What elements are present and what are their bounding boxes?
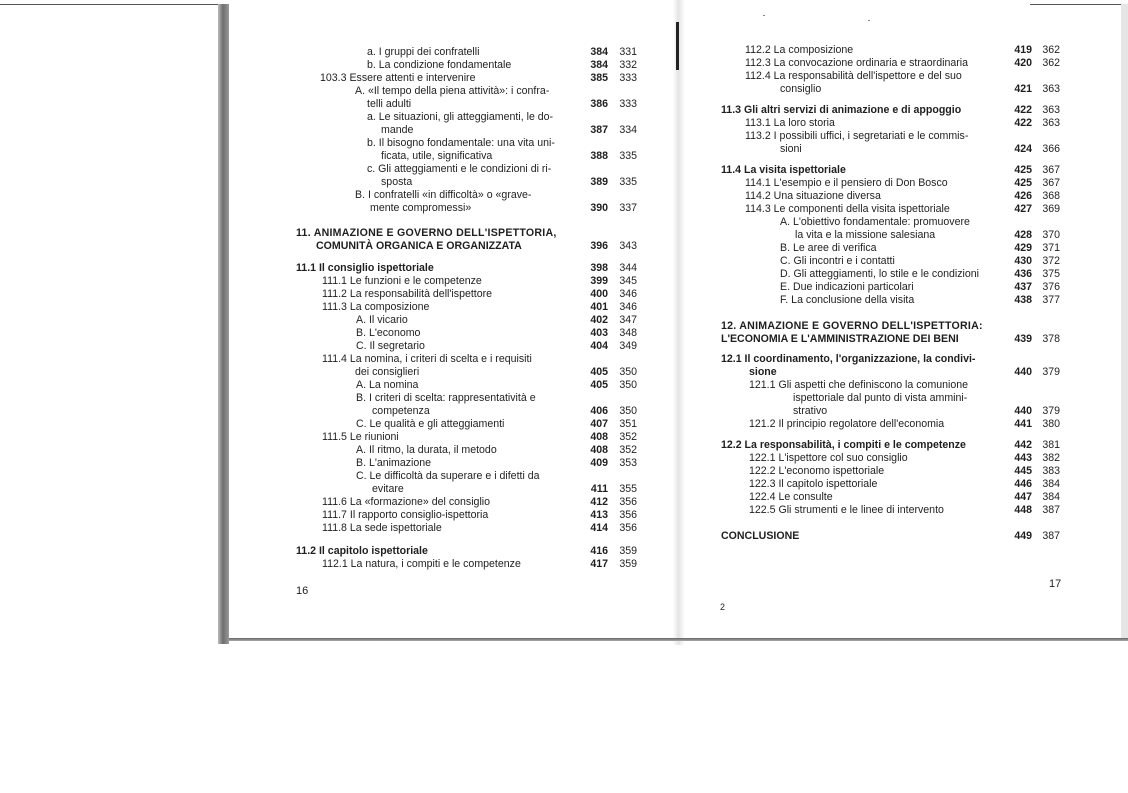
toc-paragraph-number: 407 — [590, 418, 608, 430]
toc-paragraph-number: 428 — [1014, 229, 1032, 241]
toc-paragraph-number: 413 — [590, 509, 608, 521]
page-number-left: 16 — [296, 585, 309, 597]
toc-page-number: 382 — [1042, 452, 1060, 464]
toc-entry-title: B. I confratelli «in difficoltà» o «grave- — [355, 189, 532, 201]
toc-entry-title: b. Il bisogno fondamentale: una vita uni- — [367, 137, 555, 149]
toc-page-number: 379 — [1042, 405, 1060, 417]
toc-page-number: 363 — [1042, 104, 1060, 116]
toc-entry-title: telli adulti — [367, 98, 412, 110]
toc-entry-title: A. «Il tempo della piena attività»: i confra- — [355, 85, 550, 97]
toc-paragraph-number: 443 — [1014, 452, 1032, 464]
toc-page-number: 387 — [1042, 530, 1060, 542]
toc-page-number: 356 — [619, 496, 637, 508]
toc-page-number: 369 — [1042, 203, 1060, 215]
toc-paragraph-number: 425 — [1014, 177, 1032, 189]
toc-entry-title: L'ECONOMIA E L'AMMINISTRAZIONE DEI BENI — [721, 333, 959, 345]
toc-entry-title: 111.7 Il rapporto consiglio-ispettoria — [322, 509, 489, 521]
toc-entry-title: 111.8 La sede ispettoriale — [322, 522, 442, 534]
toc-paragraph-number: 425 — [1014, 164, 1032, 176]
toc-page-number: 352 — [619, 431, 637, 443]
toc-page-number: 346 — [619, 301, 637, 313]
toc-paragraph-number: 445 — [1014, 465, 1032, 477]
toc-paragraph-number: 446 — [1014, 478, 1032, 490]
toc-entry-title: A. Il ritmo, la durata, il metodo — [356, 444, 497, 456]
toc-page-number: 387 — [1042, 504, 1060, 516]
toc-page-number: 367 — [1042, 164, 1060, 176]
toc-entry-title: 112.3 La convocazione ordinaria e straordinaria — [745, 57, 969, 69]
toc-paragraph-number: 447 — [1014, 491, 1032, 503]
toc-page-number: 350 — [619, 379, 637, 391]
toc-entry-title: 121.1 Gli aspetti che definiscono la comunione — [749, 379, 969, 391]
toc-paragraph-number: 417 — [590, 558, 608, 570]
toc-entry-title: 112.1 La natura, i compiti e le competenze — [322, 558, 521, 570]
toc-paragraph-number: 389 — [590, 176, 608, 188]
toc-entry-title: mande — [381, 124, 414, 136]
gutter-mark — [676, 22, 679, 70]
toc-page-number: 366 — [1042, 143, 1060, 155]
toc-entry-title: 114.3 Le componenti della visita ispettoriale — [745, 203, 950, 215]
toc-entry-title: ispettoriale dal punto di vista ammini- — [793, 392, 968, 404]
toc-page-number: 346 — [619, 288, 637, 300]
toc-page-number: 380 — [1042, 418, 1060, 430]
toc-page-number: 383 — [1042, 465, 1060, 477]
toc-paragraph-number: 399 — [590, 275, 608, 287]
top-edge-rule — [0, 4, 220, 5]
toc-page-number: 375 — [1042, 268, 1060, 280]
toc-entry-title: 111.2 La responsabilità dell'ispettore — [322, 288, 493, 300]
toc-paragraph-number: 386 — [590, 98, 608, 110]
toc-entry-title: C. Il segretario — [356, 340, 425, 352]
toc-entry-title: 111.3 La composizione — [322, 301, 430, 313]
toc-page-number: 353 — [619, 457, 637, 469]
toc-paragraph-number: 396 — [590, 240, 608, 252]
toc-entry-title: 113.1 La loro storia — [745, 117, 835, 129]
toc-page-number: 356 — [619, 509, 637, 521]
toc-paragraph-number: 390 — [590, 202, 608, 214]
toc-entry-title: 103.3 Essere attenti e intervenire — [320, 72, 476, 84]
toc-paragraph-number: 421 — [1014, 83, 1032, 95]
toc-page-number: 350 — [619, 405, 637, 417]
toc-page-number: 376 — [1042, 281, 1060, 293]
toc-paragraph-number: 388 — [590, 150, 608, 162]
toc-page-number: 345 — [619, 275, 637, 287]
toc-paragraph-number: 419 — [1014, 44, 1032, 56]
toc-entry-title: CONCLUSIONE — [721, 530, 800, 542]
toc-paragraph-number: 440 — [1014, 366, 1032, 378]
toc-entry-title: C. Gli incontri e i contatti — [780, 255, 895, 267]
toc-paragraph-number: 387 — [590, 124, 608, 136]
toc-entry-title: 11.3 Gli altri servizi di animazione e di appoggio — [721, 104, 962, 116]
toc-paragraph-number: 385 — [590, 72, 608, 84]
toc-entry-title: a. I gruppi dei confratelli — [367, 46, 480, 58]
toc-entry-title: B. Le aree di verifica — [780, 242, 877, 254]
toc-entry-title: 12.1 Il coordinamento, l'organizzazione, la condivi- — [721, 353, 976, 365]
toc-entry-title: ficata, utile, significativa — [381, 150, 493, 162]
toc-paragraph-number: 409 — [590, 457, 608, 469]
toc-page-number: 347 — [619, 314, 637, 326]
toc-page-number: 350 — [619, 366, 637, 378]
toc-paragraph-number: 384 — [590, 59, 608, 71]
left-binding-edge — [218, 4, 229, 644]
toc-page-number: 378 — [1042, 333, 1060, 345]
toc-page-number: 368 — [1042, 190, 1060, 202]
toc-page-number: 332 — [619, 59, 637, 71]
toc-paragraph-number: 411 — [590, 483, 608, 495]
scan-speck — [763, 15, 765, 16]
toc-page-number: 377 — [1042, 294, 1060, 306]
toc-entry-title: 122.1 L'ispettore col suo consiglio — [749, 452, 908, 464]
toc-paragraph-number: 429 — [1014, 242, 1032, 254]
toc-page-number: 362 — [1042, 57, 1060, 69]
toc-entry-title: 12.2 La responsabilità, i compiti e le competenze — [721, 439, 966, 451]
toc-page-number: 359 — [619, 558, 637, 570]
toc-entry-title: B. L'economo — [356, 327, 421, 339]
toc-page-number: 363 — [1042, 117, 1060, 129]
toc-paragraph-number: 408 — [590, 431, 608, 443]
toc-entry-title: 11.1 Il consiglio ispettoriale — [296, 262, 434, 274]
toc-entry-title: 122.5 Gli strumenti e le linee di intervento — [749, 504, 944, 516]
toc-page-number: 384 — [1042, 478, 1060, 490]
toc-paragraph-number: 414 — [590, 522, 608, 534]
toc-entry-title: 114.1 L'esempio e il pensiero di Don Bosco — [745, 177, 948, 189]
toc-entry-title: D. Gli atteggiamenti, lo stile e le condizioni — [780, 268, 980, 280]
toc-entry-title: dei consiglieri — [355, 366, 420, 378]
toc-entry-title: COMUNITÀ ORGANICA E ORGANIZZATA — [316, 240, 522, 252]
toc-entry-title: B. I criteri di scelta: rappresentatività e — [356, 392, 536, 404]
toc-page-number: 344 — [619, 262, 637, 274]
toc-entry-title: 122.4 Le consulte — [749, 491, 833, 503]
right-edge-shadow — [1121, 4, 1128, 640]
toc-paragraph-number: 405 — [590, 366, 608, 378]
toc-page-number: 363 — [1042, 83, 1060, 95]
toc-paragraph-number: 430 — [1014, 255, 1032, 267]
toc-paragraph-number: 401 — [590, 301, 608, 313]
center-gutter — [673, 0, 685, 645]
toc-page-number: 351 — [619, 418, 637, 430]
toc-entry-title: C. Le difficoltà da superare e i difetti da — [356, 470, 540, 482]
toc-page-number: 356 — [619, 522, 637, 534]
toc-page-number: 335 — [619, 176, 637, 188]
toc-entry-title: 111.6 La «formazione» del consiglio — [322, 496, 491, 508]
toc-paragraph-number: 405 — [590, 379, 608, 391]
toc-entry-title: 112.4 La responsabilità dell'ispettore e del suo — [745, 70, 962, 82]
toc-entry-title: sposta — [381, 176, 413, 188]
top-edge-rule-right — [1030, 4, 1128, 5]
toc-page-number: 333 — [619, 72, 637, 84]
toc-entry-title: 11.4 La visita ispettoriale — [721, 164, 846, 176]
toc-entry-title: A. L'obiettivo fondamentale: promuovere — [780, 216, 970, 228]
toc-page-number: 331 — [619, 46, 637, 58]
toc-entry-title: mente compromessi» — [370, 202, 472, 214]
toc-paragraph-number: 448 — [1014, 504, 1032, 516]
toc-paragraph-number: 442 — [1014, 439, 1032, 451]
toc-paragraph-number: 437 — [1014, 281, 1032, 293]
toc-page-number: 362 — [1042, 44, 1060, 56]
toc-paragraph-number: 403 — [590, 327, 608, 339]
toc-paragraph-number: 440 — [1014, 405, 1032, 417]
toc-paragraph-number: 441 — [1014, 418, 1032, 430]
toc-entry-title: E. Due indicazioni particolari — [780, 281, 914, 293]
toc-entry-title: 11.2 Il capitolo ispettoriale — [296, 545, 428, 557]
toc-entry-title: 11. ANIMAZIONE E GOVERNO DELL'ISPETTORIA, — [296, 227, 557, 239]
toc-paragraph-number: 404 — [590, 340, 608, 352]
toc-entry-title: la vita e la missione salesiana — [795, 229, 936, 241]
toc-entry-title: evitare — [372, 483, 404, 495]
toc-paragraph-number: 398 — [590, 262, 608, 274]
toc-paragraph-number: 412 — [590, 496, 608, 508]
toc-page-number: 352 — [619, 444, 637, 456]
toc-entry-title: competenza — [372, 405, 430, 417]
toc-page-number: 367 — [1042, 177, 1060, 189]
bottom-edge-rule — [229, 638, 1128, 641]
toc-entry-title: 122.3 Il capitolo ispettoriale — [749, 478, 878, 490]
toc-entry-title: sione — [749, 366, 777, 378]
toc-entry-title: B. L'animazione — [356, 457, 432, 469]
toc-paragraph-number: 400 — [590, 288, 608, 300]
toc-paragraph-number: 438 — [1014, 294, 1032, 306]
toc-page-number: 359 — [619, 545, 637, 557]
toc-entry-title: strativo — [793, 405, 828, 417]
toc-page-number: 337 — [619, 202, 637, 214]
toc-paragraph-number: 422 — [1014, 117, 1032, 129]
toc-paragraph-number: 439 — [1014, 333, 1032, 345]
scan-speck — [868, 20, 870, 21]
toc-paragraph-number: 424 — [1014, 143, 1032, 155]
toc-entry-title: A. La nomina — [356, 379, 419, 391]
toc-page-number: 334 — [619, 124, 637, 136]
toc-page-number: 371 — [1042, 242, 1060, 254]
toc-page-number: 355 — [619, 483, 637, 495]
toc-paragraph-number: 422 — [1014, 104, 1032, 116]
toc-page-number: 349 — [619, 340, 637, 352]
toc-paragraph-number: 427 — [1014, 203, 1032, 215]
toc-page-number: 384 — [1042, 491, 1060, 503]
toc-paragraph-number: 384 — [590, 46, 608, 58]
toc-entry-title: F. La conclusione della visita — [780, 294, 915, 306]
toc-page-number: 343 — [619, 240, 637, 252]
toc-entry-title: 114.2 Una situazione diversa — [745, 190, 881, 202]
toc-entry-title: 122.2 L'economo ispettoriale — [749, 465, 885, 477]
toc-entry-title: C. Le qualità e gli atteggiamenti — [356, 418, 505, 430]
toc-paragraph-number: 449 — [1014, 530, 1032, 542]
toc-entry-title: 121.2 Il principio regolatore dell'economia — [749, 418, 945, 430]
toc-page-number: 381 — [1042, 439, 1060, 451]
toc-entry-title: 111.5 Le riunioni — [322, 431, 399, 443]
toc-entry-title: A. Il vicario — [356, 314, 408, 326]
toc-entry-title: sioni — [780, 143, 802, 155]
page-number-right: 17 — [1049, 578, 1062, 590]
toc-entry-title: 112.2 La composizione — [745, 44, 854, 56]
toc-page-number: 335 — [619, 150, 637, 162]
toc-paragraph-number: 408 — [590, 444, 608, 456]
toc-entry-title: 12. ANIMAZIONE E GOVERNO DELL'ISPETTORIA: — [721, 320, 983, 332]
toc-entry-title: consiglio — [780, 83, 822, 95]
toc-paragraph-number: 426 — [1014, 190, 1032, 202]
toc-paragraph-number: 420 — [1014, 57, 1032, 69]
toc-page-number: 370 — [1042, 229, 1060, 241]
footer-mark: 2 — [720, 602, 726, 612]
toc-entry-title: 111.4 La nomina, i criteri di scelta e i requisiti — [322, 353, 532, 365]
toc-paragraph-number: 436 — [1014, 268, 1032, 280]
toc-paragraph-number: 402 — [590, 314, 608, 326]
toc-page-number: 379 — [1042, 366, 1060, 378]
toc-paragraph-number: 406 — [590, 405, 608, 417]
toc-paragraph-number: 416 — [590, 545, 608, 557]
toc-entry-title: c. Gli atteggiamenti e le condizioni di ri- — [367, 163, 552, 175]
toc-entry-title: a. Le situazioni, gli atteggiamenti, le do- — [367, 111, 554, 123]
toc-page-number: 348 — [619, 327, 637, 339]
toc-entry-title: 113.2 I possibili uffici, i segretariati e le commis- — [745, 130, 969, 142]
toc-entry-title: 111.1 Le funzioni e le competenze — [322, 275, 482, 287]
toc-page-number: 372 — [1042, 255, 1060, 267]
toc-page-number: 333 — [619, 98, 637, 110]
toc-entry-title: b. La condizione fondamentale — [367, 59, 512, 71]
